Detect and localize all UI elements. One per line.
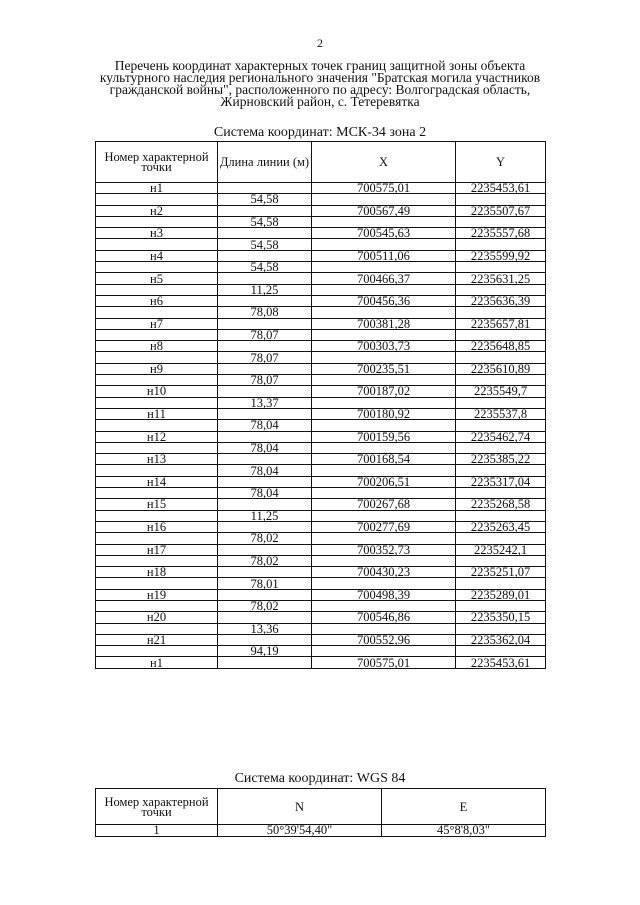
point-number [96,633,218,648]
table-row [96,183,546,194]
y-coordinate [456,250,546,261]
x-coordinate-text: 700545,63 [356,226,411,241]
x-coordinate-text: 700168,54 [356,452,411,467]
x-coordinate [312,250,456,261]
point-number-text: н8 [150,339,163,354]
x-coordinate [312,341,456,352]
header-point-number: Номер характерной точки [96,789,218,825]
x-coordinate-text: 700498,39 [356,587,411,602]
line-length-text: 78,04 [250,418,279,433]
table-row [96,612,546,623]
x-coordinate [312,294,456,309]
point-number [96,657,218,668]
wgs-coordinates-table [95,788,546,837]
table-row [96,521,546,532]
y-coordinate-text: 2235657,81 [470,316,531,331]
line-length-text: 13,37 [250,395,279,410]
x-coordinate-text: 700511,06 [357,248,410,263]
x-coordinate-text: 700159,56 [356,429,411,444]
line-length-text: 13,36 [250,621,279,636]
header-y: Y [456,142,546,183]
x-coordinate [312,612,456,623]
x-coordinate [312,657,456,668]
line-length [218,646,312,657]
point-number [96,273,218,284]
line-length-text: 78,01 [250,576,279,591]
table-row [96,250,546,261]
table-row [96,273,546,284]
table-row [96,476,546,487]
y-coordinate [456,205,546,216]
line-length-text: 78,04 [250,440,279,455]
y-coordinate-text: 2235631,25 [470,271,531,286]
line-length [218,533,312,544]
y-coordinate [456,520,546,535]
point-number-text: н2 [150,203,163,218]
document-title [95,60,545,108]
point-number-text: н10 [146,384,167,399]
point-number [96,499,218,510]
line-length-text: 78,07 [250,373,279,388]
line-length [218,488,312,499]
y-coordinate [456,407,546,422]
x-coordinate-text: 700303,73 [356,339,411,354]
title-line: культурного наследия регионального значения "Братская могила участников [99,70,541,85]
x-coordinate-text: 700546,86 [356,610,411,625]
y-coordinate-text: 2235317,04 [470,474,531,489]
point-number [96,612,218,623]
y-coordinate [456,228,546,239]
x-coordinate [312,544,456,555]
table-row [96,499,546,510]
wgs-system-caption: Система координат: WGS 84 [234,771,406,786]
y-coordinate-text: 2235507,67 [470,203,531,218]
y-coordinate-text: 2235289,01 [470,587,531,602]
point-number [96,341,218,352]
table-row [96,567,546,578]
y-coordinate-text: 2235610,89 [470,361,531,376]
x-coordinate [312,228,456,239]
table-row [96,454,546,465]
x-coordinate [312,454,456,465]
y-coordinate-text: 2235350,15 [470,610,531,625]
msk-table-body [96,183,546,669]
header-x: X [312,142,456,183]
line-length-text: 11,25 [250,282,279,297]
y-coordinate [456,499,546,510]
y-coordinate-text: 2235537,8 [473,407,528,422]
page-number: 2 [317,36,323,50]
point-number-text: н13 [146,452,167,467]
point-number [96,431,218,442]
y-coordinate-text: 2235557,68 [470,226,531,241]
line-length [218,510,312,521]
y-coordinate [456,476,546,487]
point-number-text: н1 [150,181,163,196]
table-row [96,634,546,645]
line-length [218,239,312,250]
x-coordinate-text: 700575,01 [356,181,411,196]
length-spacer [218,657,312,668]
x-coordinate [312,183,456,194]
line-length [218,375,312,386]
point-number [96,386,218,397]
header-e: E [382,789,546,825]
y-coordinate [456,294,546,309]
line-length-text: 54,58 [250,215,279,230]
x-coordinate-text: 700430,23 [356,565,411,580]
y-coordinate [456,633,546,648]
line-length [218,623,312,634]
line-length [218,284,312,295]
y-coordinate-text: 2235362,04 [470,633,531,648]
point-number [96,250,218,261]
line-length-text: 78,02 [250,553,279,568]
point-number-text: н15 [146,497,167,512]
msk-coordinates-table [95,141,546,669]
y-coordinate [456,318,546,329]
point-number-text: н20 [146,610,167,625]
point-number [96,228,218,239]
y-coordinate [456,341,546,352]
line-length [218,397,312,408]
line-length-text: 94,19 [250,644,279,659]
x-coordinate-text: 700381,28 [356,316,411,331]
y-coordinate [456,544,546,555]
x-coordinate-text: 700352,73 [356,542,411,557]
line-length-text: 78,07 [250,328,279,342]
y-coordinate [456,363,546,374]
y-coordinate-text: 2235263,45 [470,520,531,535]
y-coordinate [456,431,546,442]
line-length-text: 78,08 [250,305,279,320]
point-number-text: н12 [146,429,167,444]
y-coordinate [456,612,546,623]
x-coordinate [312,363,456,374]
table-row [96,228,546,239]
table-row [96,431,546,442]
y-coordinate-text: 2235648,85 [470,339,531,354]
y-coordinate-text: 2235636,39 [470,294,531,309]
point-number [96,589,218,600]
point-number [96,520,218,535]
point-number-text: н11 [147,407,166,422]
line-length [218,352,312,363]
y-coordinate-text: 2235599,92 [470,248,531,263]
latitude: 50°39'54,40" [218,825,382,837]
line-length [218,262,312,273]
point-number-text: н5 [150,271,163,286]
x-coordinate [312,589,456,600]
title-line: Жирновский район, с. Тетеревятка [220,94,420,109]
line-length [218,329,312,340]
x-coordinate [312,386,456,397]
table-header-row [96,789,546,825]
line-length-text: 78,02 [250,599,279,614]
line-length-text: 54,58 [250,260,279,275]
x-coordinate [312,567,456,578]
point-number-text: н4 [150,248,163,263]
x-coordinate [312,205,456,216]
line-length-text: 54,58 [250,237,279,252]
x-coordinate-text: 700187,02 [356,384,411,399]
table-row [96,295,546,306]
point-number [96,476,218,487]
y-coordinate-text: 2235453,61 [470,181,531,196]
point-number-text: н14 [146,474,167,489]
line-length [218,555,312,566]
x-coordinate-text: 700235,51 [356,361,411,376]
y-coordinate-text: 2235453,61 [470,655,531,670]
x-coordinate-text: 700575,01 [356,655,411,670]
point-number-text: н9 [150,361,163,376]
table-row [96,386,546,397]
y-coordinate-text: 2235268,58 [470,497,531,512]
y-coordinate [456,183,546,194]
point-number [96,544,218,555]
header-line-length: Длина линии (м) [218,142,312,183]
msk-system-caption: Система координат: МСК-34 зона 2 [213,125,427,140]
x-coordinate-text: 700456,36 [356,294,411,309]
x-coordinate [312,520,456,535]
table-header-row [96,142,546,183]
line-length-text: 78,02 [250,531,279,546]
y-coordinate-text: 2235462,74 [470,429,531,444]
y-coordinate [456,386,546,397]
x-coordinate-text: 700267,68 [356,497,411,512]
x-coordinate-text: 700206,51 [356,474,411,489]
line-length [218,307,312,318]
x-coordinate [312,318,456,329]
line-length-text: 11,25 [250,508,279,523]
table-row [96,544,546,555]
table-row [96,318,546,329]
point-number: 1 [96,825,218,837]
y-coordinate [456,567,546,578]
table-row [96,589,546,600]
x-coordinate-text: 700277,69 [356,520,411,535]
x-coordinate-text: 700567,49 [356,203,411,218]
point-number-text: н6 [150,294,163,309]
point-number-text: н19 [146,587,167,602]
point-number-text: н18 [146,565,167,580]
header-n: N [218,789,382,825]
table-row [96,341,546,352]
point-number [96,294,218,309]
line-length-text: 78,04 [250,486,279,501]
table-row [96,408,546,419]
y-coordinate [456,273,546,284]
x-coordinate-text: 700180,92 [356,407,411,422]
line-length [218,420,312,431]
x-coordinate-text: 700466,37 [356,271,411,286]
table-row [96,657,546,668]
line-length [218,578,312,589]
line-length [218,599,312,614]
y-coordinate-text: 2235385,22 [470,452,531,467]
point-number [96,183,218,194]
point-number-text: н21 [146,633,167,648]
line-length [218,465,312,476]
line-length-text: 54,58 [250,192,279,207]
y-coordinate-text: 2235242,1 [473,542,528,557]
point-number-text: н1 [150,655,163,670]
longitude: 45°8'8,03" [382,825,546,837]
x-coordinate [312,499,456,510]
y-coordinate [456,454,546,465]
title-line: гражданской войны", расположенного по адресу: Волгоградская область, [109,82,531,97]
x-coordinate [312,633,456,648]
y-coordinate [456,589,546,600]
point-number [96,567,218,578]
line-length [218,194,312,205]
line-length-text: 78,07 [250,350,279,365]
point-number [96,318,218,329]
point-number [96,363,218,374]
point-number [96,205,218,216]
line-length [218,215,312,230]
wgs-table-body [96,825,546,837]
x-coordinate-text: 700552,96 [356,633,411,648]
x-coordinate [312,273,456,284]
point-number [96,407,218,422]
table-row [96,363,546,374]
y-coordinate-text: 2235251,07 [470,565,531,580]
header-point-number: Номер характерной точки [96,142,218,183]
x-coordinate [312,476,456,487]
line-length-text: 78,04 [250,463,279,478]
point-number-text: н3 [150,226,163,241]
title-line: Перечень координат характерных точек границ защитной зоны объекта [114,58,526,73]
y-coordinate-text: 2235549,7 [473,384,528,399]
x-coordinate [312,431,456,442]
point-number-text: н16 [146,520,167,535]
point-number-text: н17 [146,542,167,557]
y-coordinate [456,657,546,668]
point-number-text: н7 [150,316,163,331]
line-length [218,442,312,453]
x-coordinate [312,407,456,422]
point-number [96,454,218,465]
table-row [96,205,546,216]
table-row [96,825,546,837]
